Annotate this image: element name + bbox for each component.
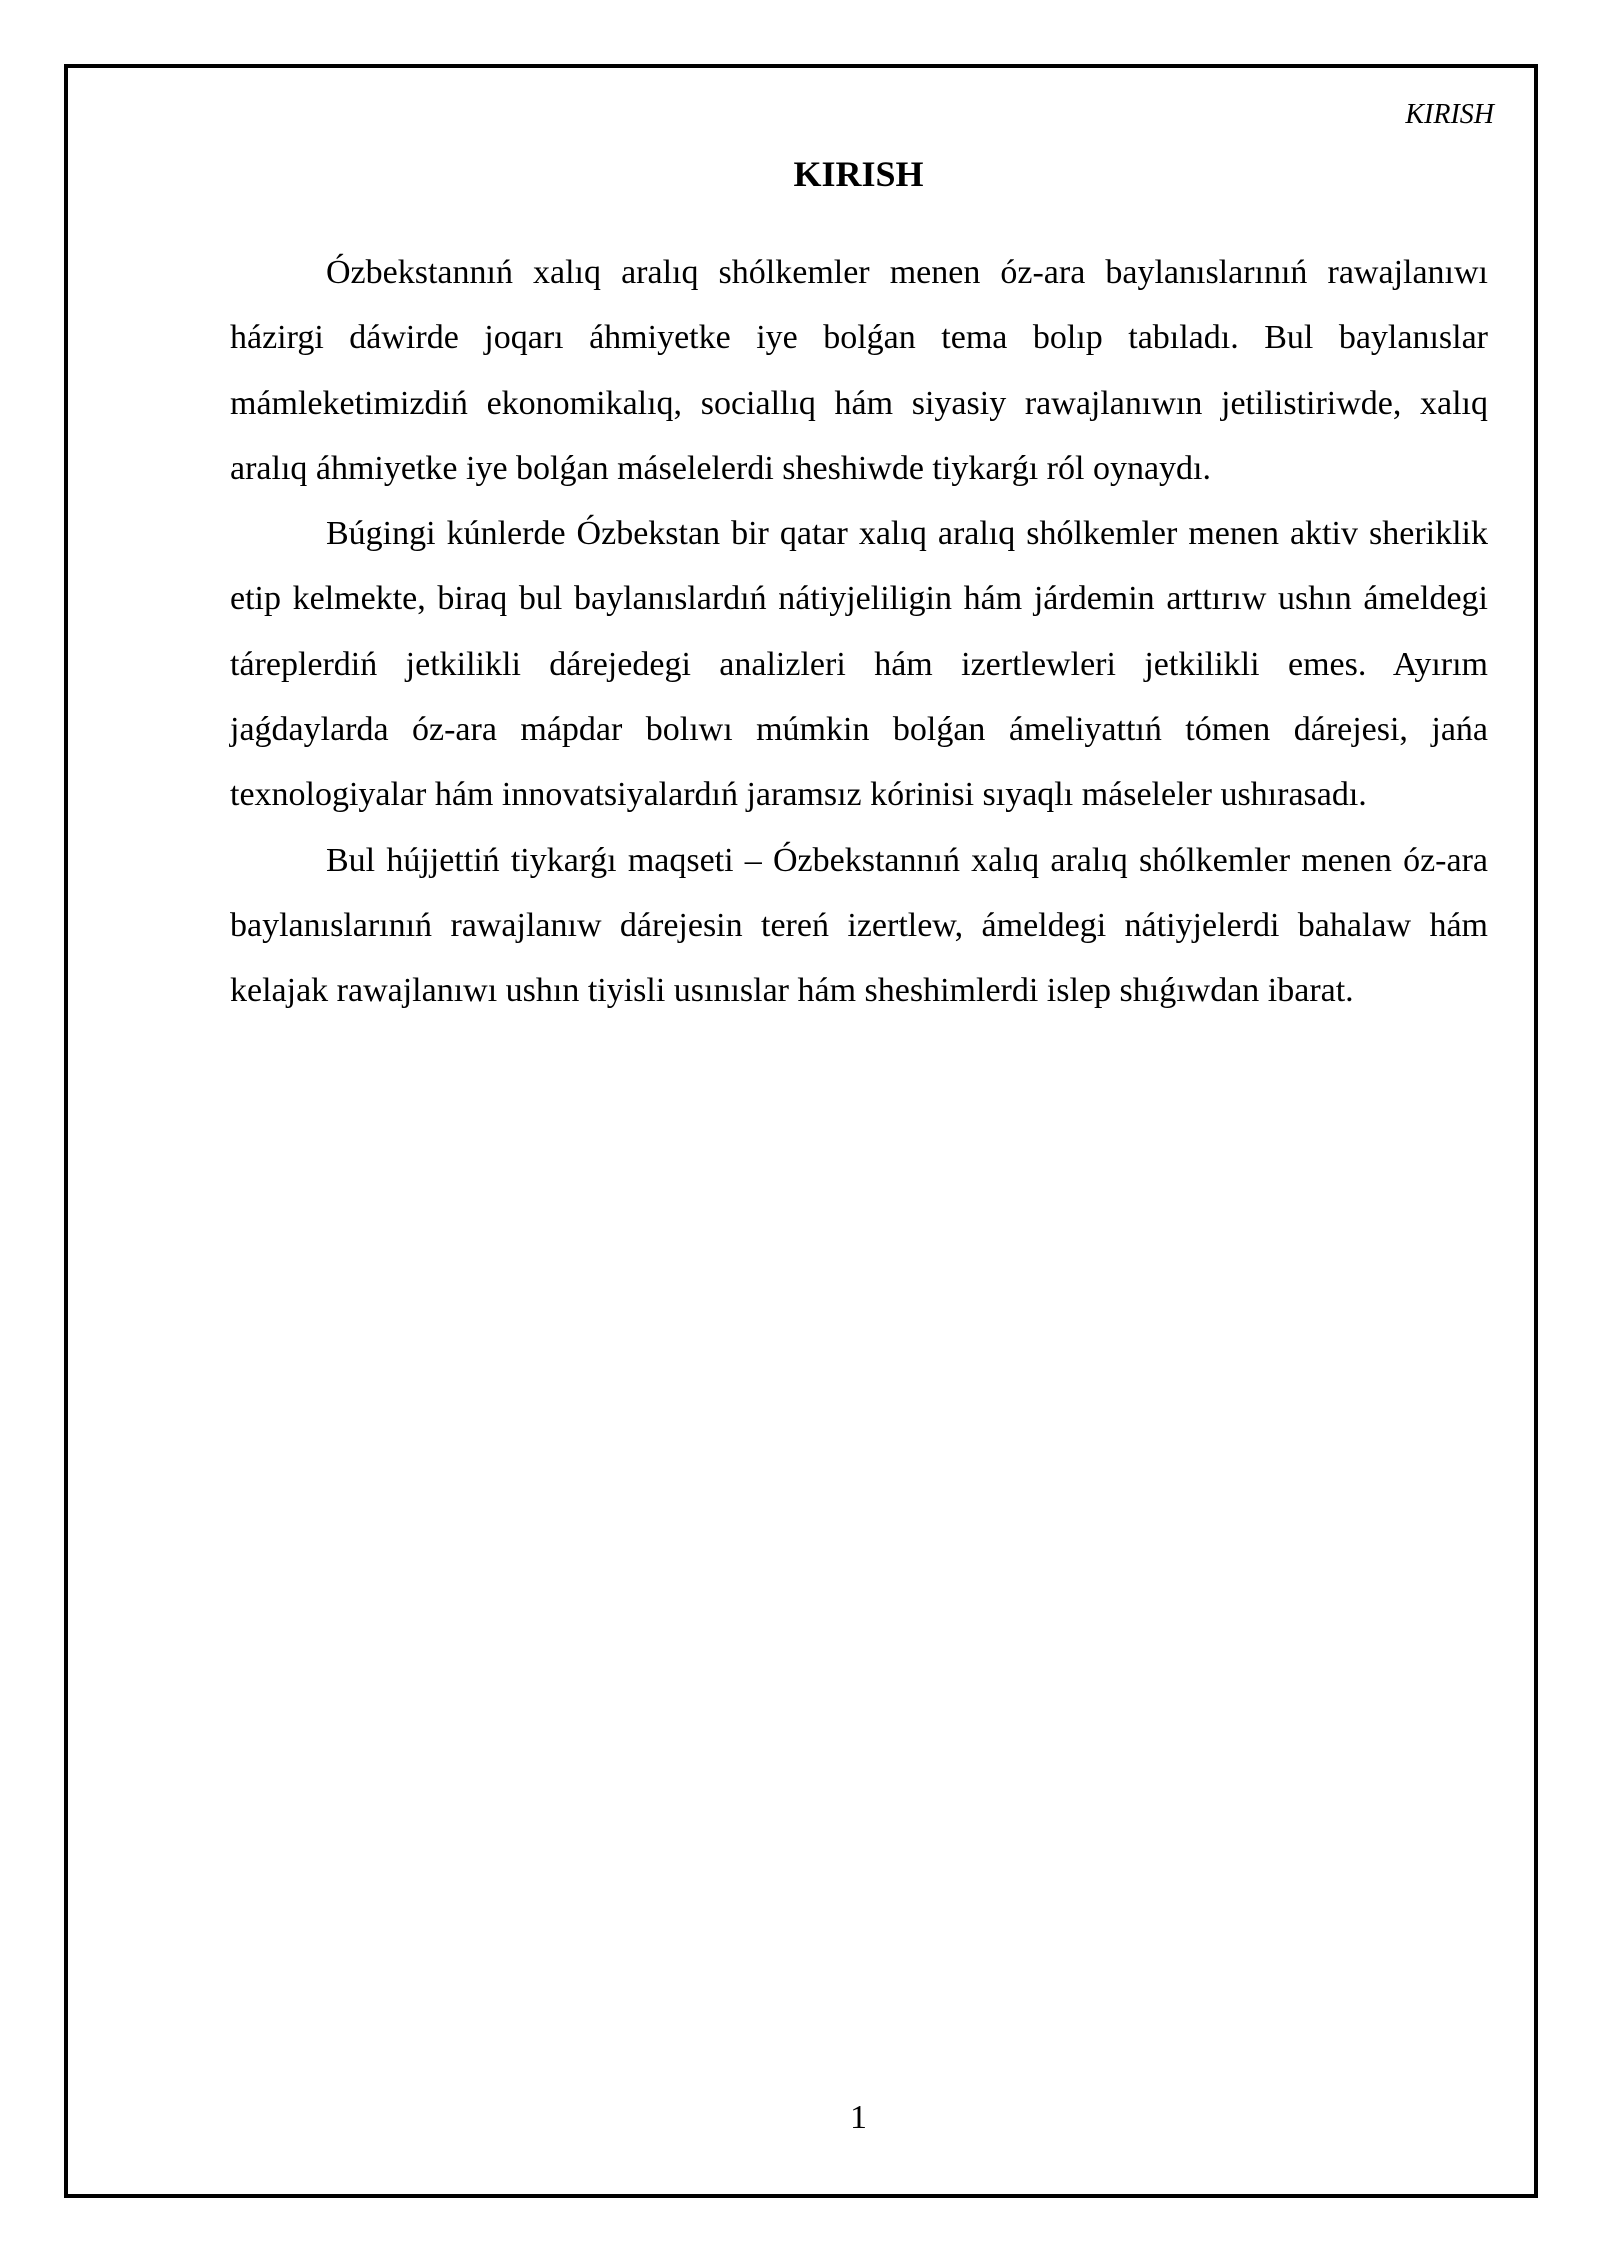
paragraph-2: Búgingi kúnlerde Ózbekstan bir qatar xalıq aralıq shólkemler menen aktiv sheriklik etip kelmekte, biraq bul baylanıslardıń nátiyjeliligin hám járdemin arttırıw ushın ámeldegi táreplerdiń jetkilikli dárejedegi analizleri hám izertlewleri jetkilikli emes. Ayırım jaǵdaylarda óz-ara mápdar bolıwı múmkin bolǵan ámeliyattıń tómen dárejesi, jańa texnologiyalar hám innovatsiyalardıń jaramsız kórinisi sıyaqlı máseleler ushırasadı. <box>230 515 1488 814</box>
section-title: KIRISH <box>793 154 924 194</box>
paragraph-3: Bul hújjettiń tiykarǵı maqseti – Ózbekstannıń xalıq aralıq shólkemler menen óz-ara baylanıslarınıń rawajlanıw dárejesin tereń izertlew, ámeldegi nátiyjelerdi bahalaw hám kelajak rawajlanıwı ushın tiyisli usınıslar hám sheshimlerdi islep shıǵıwdan ibarat. <box>230 841 1488 1010</box>
running-header: KIRISH <box>1405 99 1494 130</box>
paragraph-1: Ózbekstannıń xalıq aralıq shólkemler menen óz-ara baylanıslarınıń rawajlanıwı házirgi dáwirde joqarı áhmiyetke iye bolǵan tema bolıp tabıladı. Bul baylanıslar mámleketimizdiń ekonomikalıq, sociallıq hám siyasiy rawajlanıwın jetilistiriwde, xalıq aralıq áhmiyetke iye bolǵan máselelerdi sheshiwde tiykarǵı ról oynaydı. <box>230 254 1488 487</box>
body-text <box>230 240 1488 1024</box>
page-number: 1 <box>850 2099 867 2136</box>
